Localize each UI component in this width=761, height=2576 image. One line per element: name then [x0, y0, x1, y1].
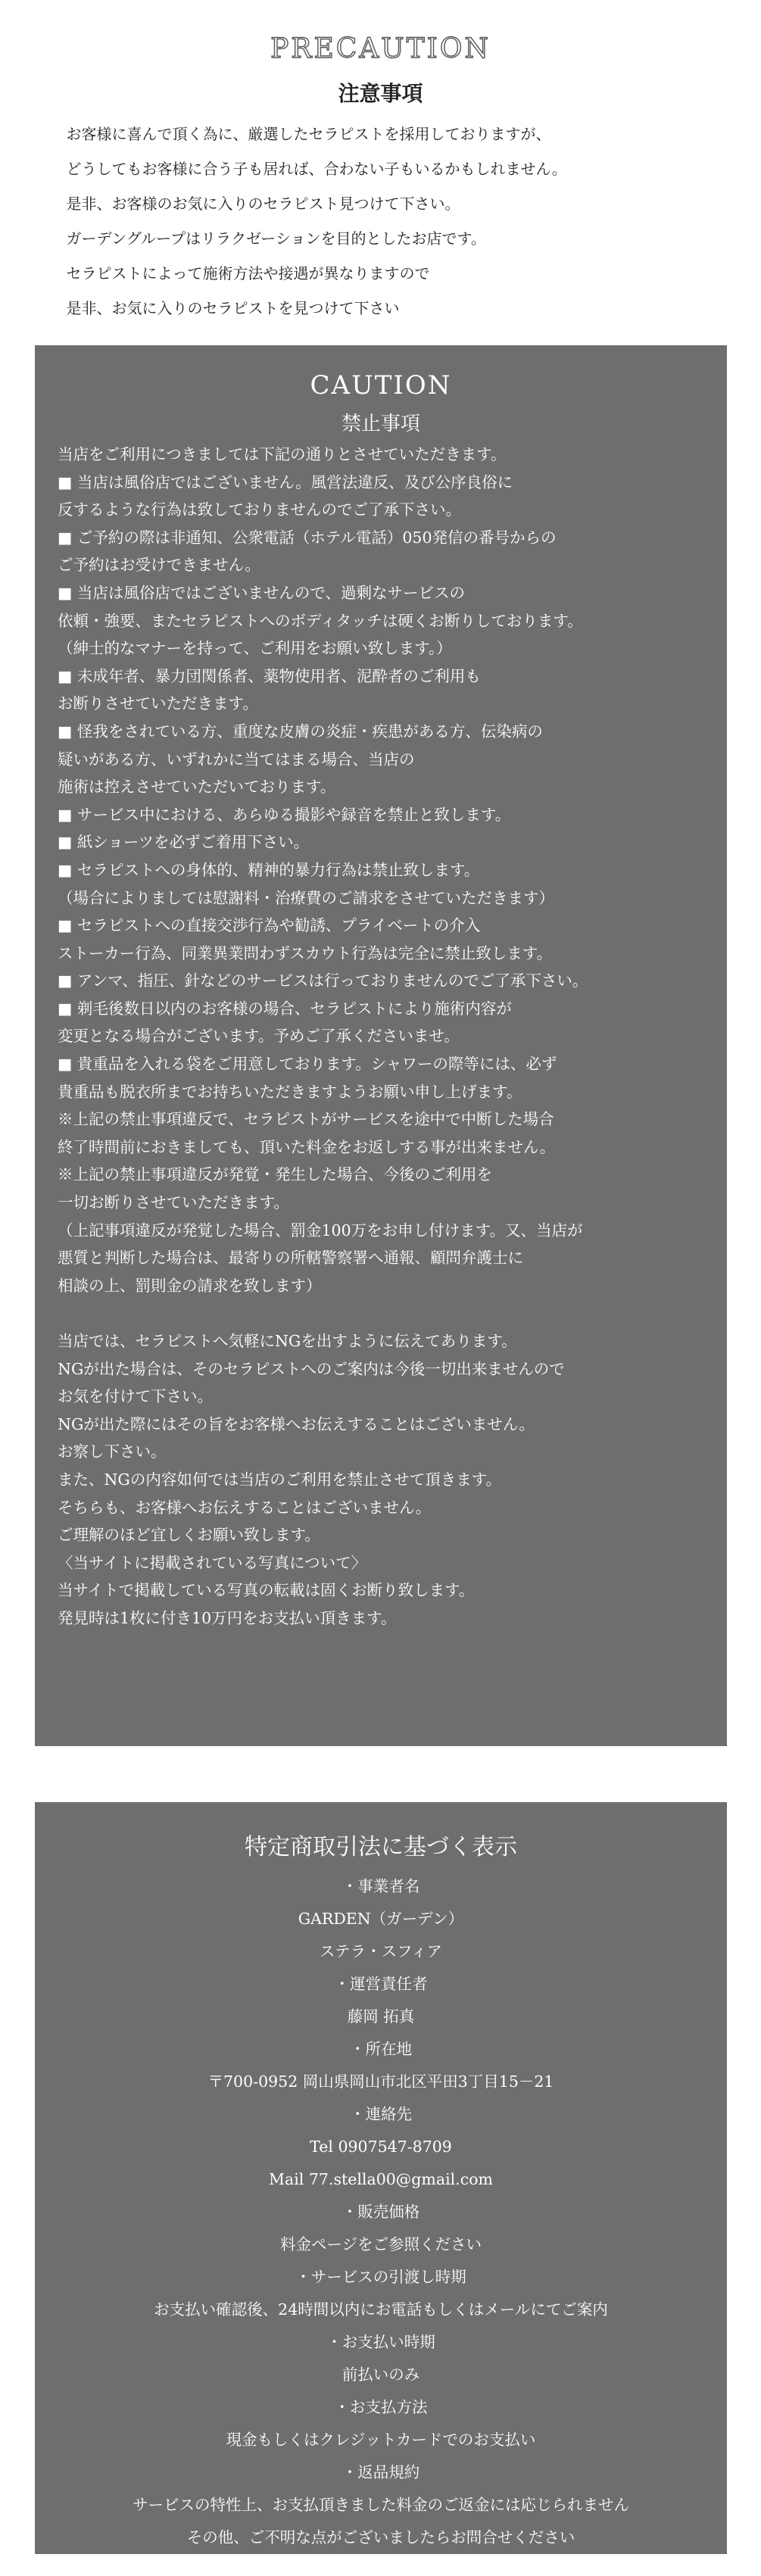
caution-line: ご予約はお受けできません。 — [58, 556, 260, 575]
precaution-section — [0, 0, 761, 326]
caution-line: また、NGの内容如何では当店のご利用を禁止させて頂きます。 — [58, 1470, 502, 1489]
caution-line: ※上記の禁止事項違反で、セラピストがサービスを途中で中断した場合 — [58, 1110, 554, 1129]
caution-line: ■ 当店は風俗店ではございません。風営法違反、及び公序良俗に — [58, 472, 513, 491]
caution-line: ■ ご予約の際は非通知、公衆電話（ホテル電話）050発信の番号からの — [58, 528, 557, 547]
legal-notice-line: 藤岡 拓真 — [347, 2007, 415, 2026]
caution-line: ■ 貴重品を入れる袋をご用意しております。シャワーの際等には、必ず — [58, 1055, 557, 1074]
legal-notice-line: ・運営責任者 — [334, 1975, 428, 1993]
caution-line: ■ セラピストへの直接交渉行為や勧誘、プライベートの介入 — [58, 916, 481, 935]
caution-line: 依頼・強要、またセラピストへのボディタッチは硬くお断りしております。 — [58, 611, 583, 630]
caution-line: 貴重品も脱衣所までお持ちいただきますようお願い申し上げます。 — [58, 1082, 522, 1101]
legal-notice-line: ・事業者名 — [342, 1877, 420, 1895]
caution-line: 一切お断りさせていただきます。 — [58, 1193, 289, 1212]
caution-line: ■ 剃毛後数日以内のお客様の場合、セラピストにより施術内容が — [58, 999, 512, 1018]
caution-line: 当店をご利用につきましては下記の通りとさせていただきます。 — [58, 445, 507, 463]
legal-notice-line: 現金もしくはクレジットカードでのお支払い — [226, 2431, 536, 2449]
legal-notice-line: ・連絡先 — [350, 2105, 412, 2123]
caution-line: 当店では、セラピストへ気軽にNGを出すように伝えてあります。 — [58, 1332, 517, 1350]
caution-line: 施術は控えさせていただいております。 — [58, 778, 336, 797]
legal-notice-line: 〒700-0952 岡山県岡山市北区平田3丁目15－21 — [207, 2072, 554, 2091]
caution-line: （上記事項違反が発覚した場合、罰金100万をお申し付けます。又、当店が — [58, 1221, 583, 1240]
precaution-line: 是非、お気に入りのセラピストを見つけて下さい — [66, 299, 400, 317]
legal-notice-title: 特定商取引法に基づく表示 — [245, 1834, 517, 1860]
caution-line: ■ アンマ、指圧、針などのサービスは行っておりませんのでご了承下さい。 — [58, 971, 588, 990]
legal-notice-line: GARDEN（ガーデン） — [298, 1910, 464, 1928]
caution-line: ■ サービス中における、あらゆる撮影や録音を禁止と致します。 — [58, 805, 511, 824]
caution-heading: CAUTION — [310, 370, 452, 401]
legal-notice-line: ・お支払い時期 — [326, 2333, 435, 2351]
legal-notice-line: ・返品規約 — [342, 2463, 420, 2481]
caution-line: ■ 怪我をされている方、重度な皮膚の炎症・疾患がある方、伝染病の — [58, 722, 543, 741]
caution-line: 発見時は1枚に付き10万円をお支払い頂きます。 — [58, 1608, 397, 1627]
caution-line: ■ セラピストへの身体的、精神的暴力行為は禁止致します。 — [58, 860, 480, 879]
caution-line: 終了時間前におきましても、頂いた料金をお返しする事が出来ません。 — [58, 1137, 556, 1156]
legal-notice-line: ステラ・スフィア — [320, 1942, 442, 1960]
legal-notice-line: サービスの特性上、お支払頂きました料金のご返金には応じられません — [133, 2496, 629, 2514]
legal-notice-line: その他、ご不明な点がございましたらお問合せください — [186, 2528, 575, 2546]
legal-notice-line: お支払い確認後、24時間以内にお電話もしくはメールにてご案内 — [154, 2300, 608, 2319]
precaution-line: ガーデングループはリラクゼーションを目的としたお店です。 — [66, 229, 486, 248]
caution-line: 変更となる場合がございます。予めご了承くださいませ。 — [58, 1027, 460, 1046]
legal-notice-body — [35, 1870, 727, 2554]
caution-line: 疑いがある方、いずれかに当てはまる場合、当店の — [58, 750, 415, 769]
legal-notice-line: ・サービスの引渡し時期 — [295, 2268, 466, 2286]
caution-body — [35, 438, 727, 1633]
caution-title: 禁止事項 — [341, 413, 420, 435]
legal-notice-line: 前払いのみ — [342, 2365, 420, 2384]
legal-notice-line: ・お支払方法 — [334, 2398, 428, 2416]
precaution-line: セラピストによって施術方法や接遇が異なりますので — [66, 264, 430, 282]
caution-line: ご理解のほど宜しくお願い致します。 — [58, 1526, 320, 1545]
caution-line: 〈当サイトに掲載されている写真について〉 — [58, 1553, 367, 1572]
caution-line: 相談の上、罰則金の請求を致します） — [58, 1276, 322, 1295]
caution-line: ストーカー行為、同業異業問わずスカウト行為は完全に禁止致します。 — [58, 943, 553, 962]
precaution-heading: PRECAUTION — [270, 33, 491, 64]
caution-line: ※上記の禁止事項違反が発覚・発生した場合、今後のご利用を — [58, 1165, 492, 1184]
caution-line: NGが出た場合は、そのセラピストへのご案内は今後一切出来ませんので — [58, 1359, 565, 1378]
caution-line: お察し下さい。 — [58, 1442, 167, 1461]
legal-notice-line: ・所在地 — [350, 2040, 412, 2058]
precaution-line: お客様に喜んで頂く為に、厳選したセラピストを採用しておりますが、 — [66, 125, 551, 143]
caution-line: （紳士的なマナーを持って、ご利用をお願い致します。） — [58, 639, 452, 658]
caution-line — [58, 1299, 697, 1327]
caution-line: 悪質と判断した場合は、最寄りの所轄警察署へ通報、顧問弁護士に — [58, 1249, 523, 1268]
legal-notice-line: Mail 77.stella00@gmail.com — [269, 2170, 493, 2188]
precaution-title: 注意事項 — [338, 81, 423, 106]
caution-panel — [35, 345, 727, 1746]
precaution-line: どうしてもお客様に合う子も居れば、合わない子もいるかもしれません。 — [66, 160, 567, 178]
legal-notice-panel — [35, 1802, 727, 2554]
caution-line: お断りさせていただきます。 — [58, 694, 258, 713]
caution-line: ■ 当店は風俗店ではございませんので、過剰なサービスの — [58, 583, 465, 602]
caution-line: 当サイトで掲載している写真の転載は固くお断り致します。 — [58, 1581, 475, 1600]
precaution-line: 是非、お客様のお気に入りのセラピスト見つけて下さい。 — [66, 195, 460, 213]
caution-line: お気を付けて下さい。 — [58, 1387, 213, 1406]
precaution-body — [44, 117, 718, 326]
caution-line: ■ 紙ショーツを必ずご着用下さい。 — [58, 833, 310, 852]
legal-notice-line: 料金ページをご参照ください — [279, 2235, 482, 2253]
legal-notice-line: Tel 0907547-8709 — [310, 2138, 452, 2156]
caution-line: そちらも、お客様へお伝えすることはございません。 — [58, 1498, 432, 1517]
caution-line: （場合によりましては慰謝料・治療費のご請求をさせていただきます） — [58, 888, 554, 907]
caution-line: ■ 未成年者、暴力団関係者、薬物使用者、泥酔者のご利用も — [58, 666, 481, 685]
caution-line: 反するような行為は致しておりませんのでご了承下さい。 — [58, 501, 461, 519]
caution-line: NGが出た際にはその旨をお客様へお伝えすることはございません。 — [58, 1414, 535, 1433]
legal-notice-line: ・販売価格 — [342, 2203, 420, 2221]
